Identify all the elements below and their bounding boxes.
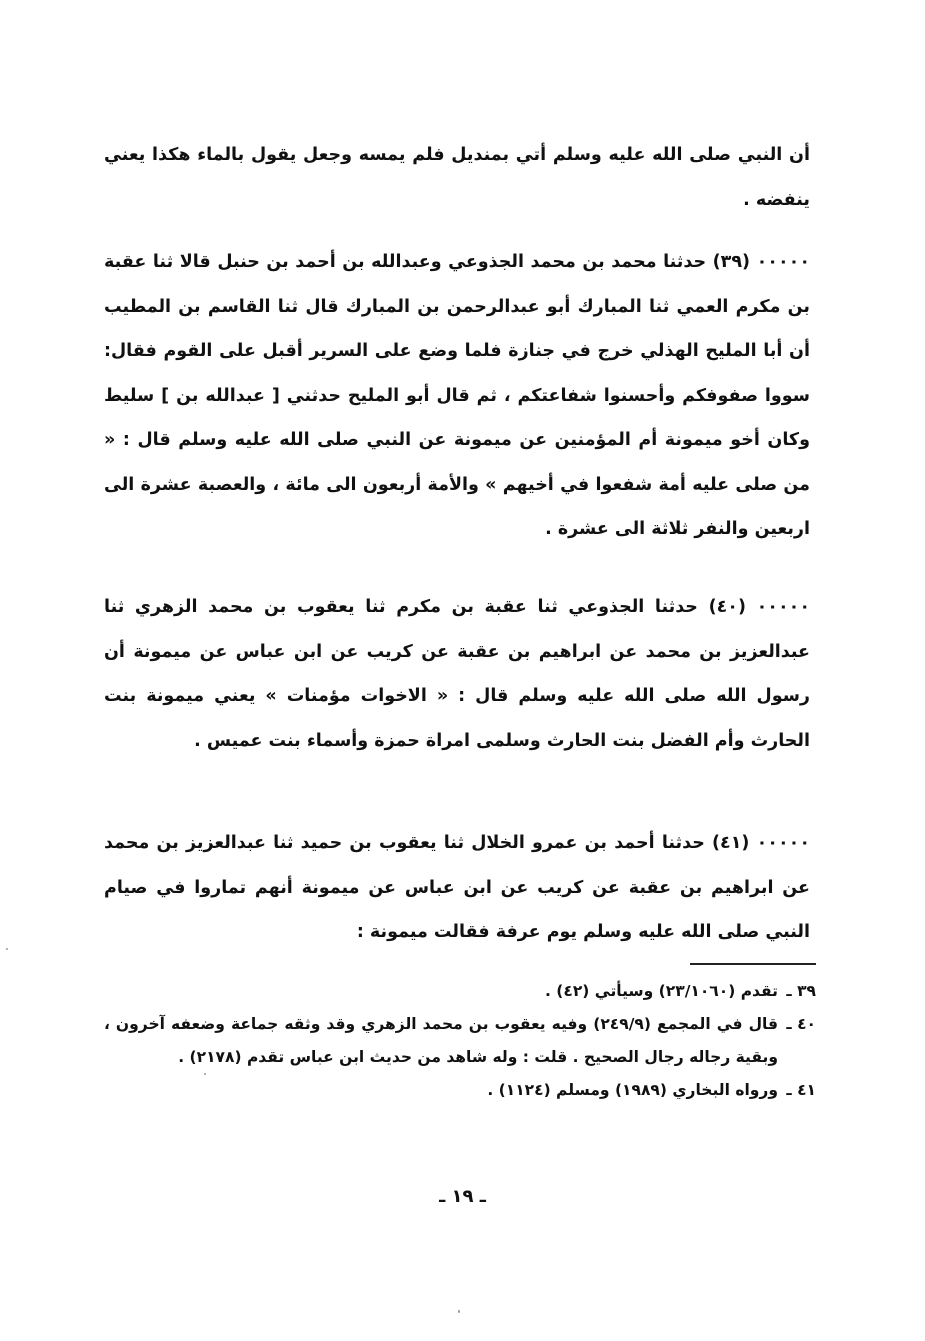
footnote-number: ٤٠ ـ xyxy=(786,1015,816,1033)
footnote-text: ورواه البخاري (١٩٨٩) ومسلم (١١٢٤) . xyxy=(487,1081,778,1099)
footnote-41 xyxy=(104,1074,816,1107)
footnote-39 xyxy=(104,975,816,1008)
footnote-40 xyxy=(104,1008,816,1074)
footnotes-section xyxy=(104,975,816,1107)
footnote-text: تقدم (٢٣/١٠٦٠) وسيأتي (٤٢) . xyxy=(544,982,778,1000)
hadith-39-paragraph xyxy=(104,240,810,552)
scan-speck xyxy=(6,948,8,950)
footnote-text: قال في المجمع (٢٤٩/٩) وفيه يعقوب بن محمد الزهري وقد وثقه جماعة وضعفه آخرون ، وبقية رجاله رجال الصحيح . قلت : وله شاهد من حديث ابن عباس تقدم (٢١٧٨) . xyxy=(104,1015,778,1066)
scan-speck xyxy=(204,1073,206,1075)
hadith-41-paragraph xyxy=(104,821,810,955)
footnote-divider xyxy=(690,963,816,965)
scan-speck xyxy=(458,1310,460,1313)
paragraph-continuation xyxy=(104,133,810,222)
paragraph-text: ٠٠٠٠٠ (٣٩) حدثنا محمد بن محمد الجذوعي وعبدالله بن أحمد بن حنبل قالا ثنا عقبة بن مكرم العمي ثنا المبارك أبو عبدالرحمن بن المبارك قال ثنا القاسم بن المطيب أن أبا المليح الهذلي خرج في جنازة فلما وضع على السرير أقبل على القوم فقال: سووا صفوفكم وأحسنوا شفاعتكم ، ثم قال أبو المليح حدثني [ عبدالله بن ] سليط وكان أخو ميمونة أم المؤمنين عن ميمونة عن النبي صلى الله عليه وسلم قال : « من صلى عليه أمة شفعوا في أخيهم » والأمة أربعون الى مائة ، والعصبة عشرة الى اربعين والنفر ثلاثة الى عشرة . xyxy=(104,252,810,539)
paragraph-text: ٠٠٠٠٠ (٤١) حدثنا أحمد بن عمرو الخلال ثنا يعقوب بن حميد ثنا عبدالعزيز بن محمد عن ابراهيم بن عقبة عن كريب عن ابن عباس عن ميمونة أنهم تماروا في صيام النبي صلى الله عليه وسلم يوم عرفة فقالت ميمونة : xyxy=(104,833,810,942)
paragraph-text: أن النبي صلى الله عليه وسلم أتي بمنديل فلم يمسه وجعل يقول بالماء هكذا يعني ينفضه . xyxy=(104,145,810,210)
footnote-number: ٤١ ـ xyxy=(786,1081,816,1099)
page-number: ـ ١٩ ـ xyxy=(439,1186,486,1207)
footnote-number: ٣٩ ـ xyxy=(786,982,816,1000)
hadith-40-paragraph xyxy=(104,585,810,763)
paragraph-text: ٠٠٠٠٠ (٤٠) حدثنا الجذوعي ثنا عقبة بن مكرم ثنا يعقوب بن محمد الزهري ثنا عبدالعزيز بن محمد عن ابراهيم بن عقبة عن كريب عن ابن عباس عن ميمونة أن رسول الله صلى الله عليه وسلم قال : « الاخوات مؤمنات » يعني ميمونة بنت الحارث وأم الفضل بنت الحارث وسلمى امراة حمزة وأسماء بنت عميس . xyxy=(104,597,811,751)
